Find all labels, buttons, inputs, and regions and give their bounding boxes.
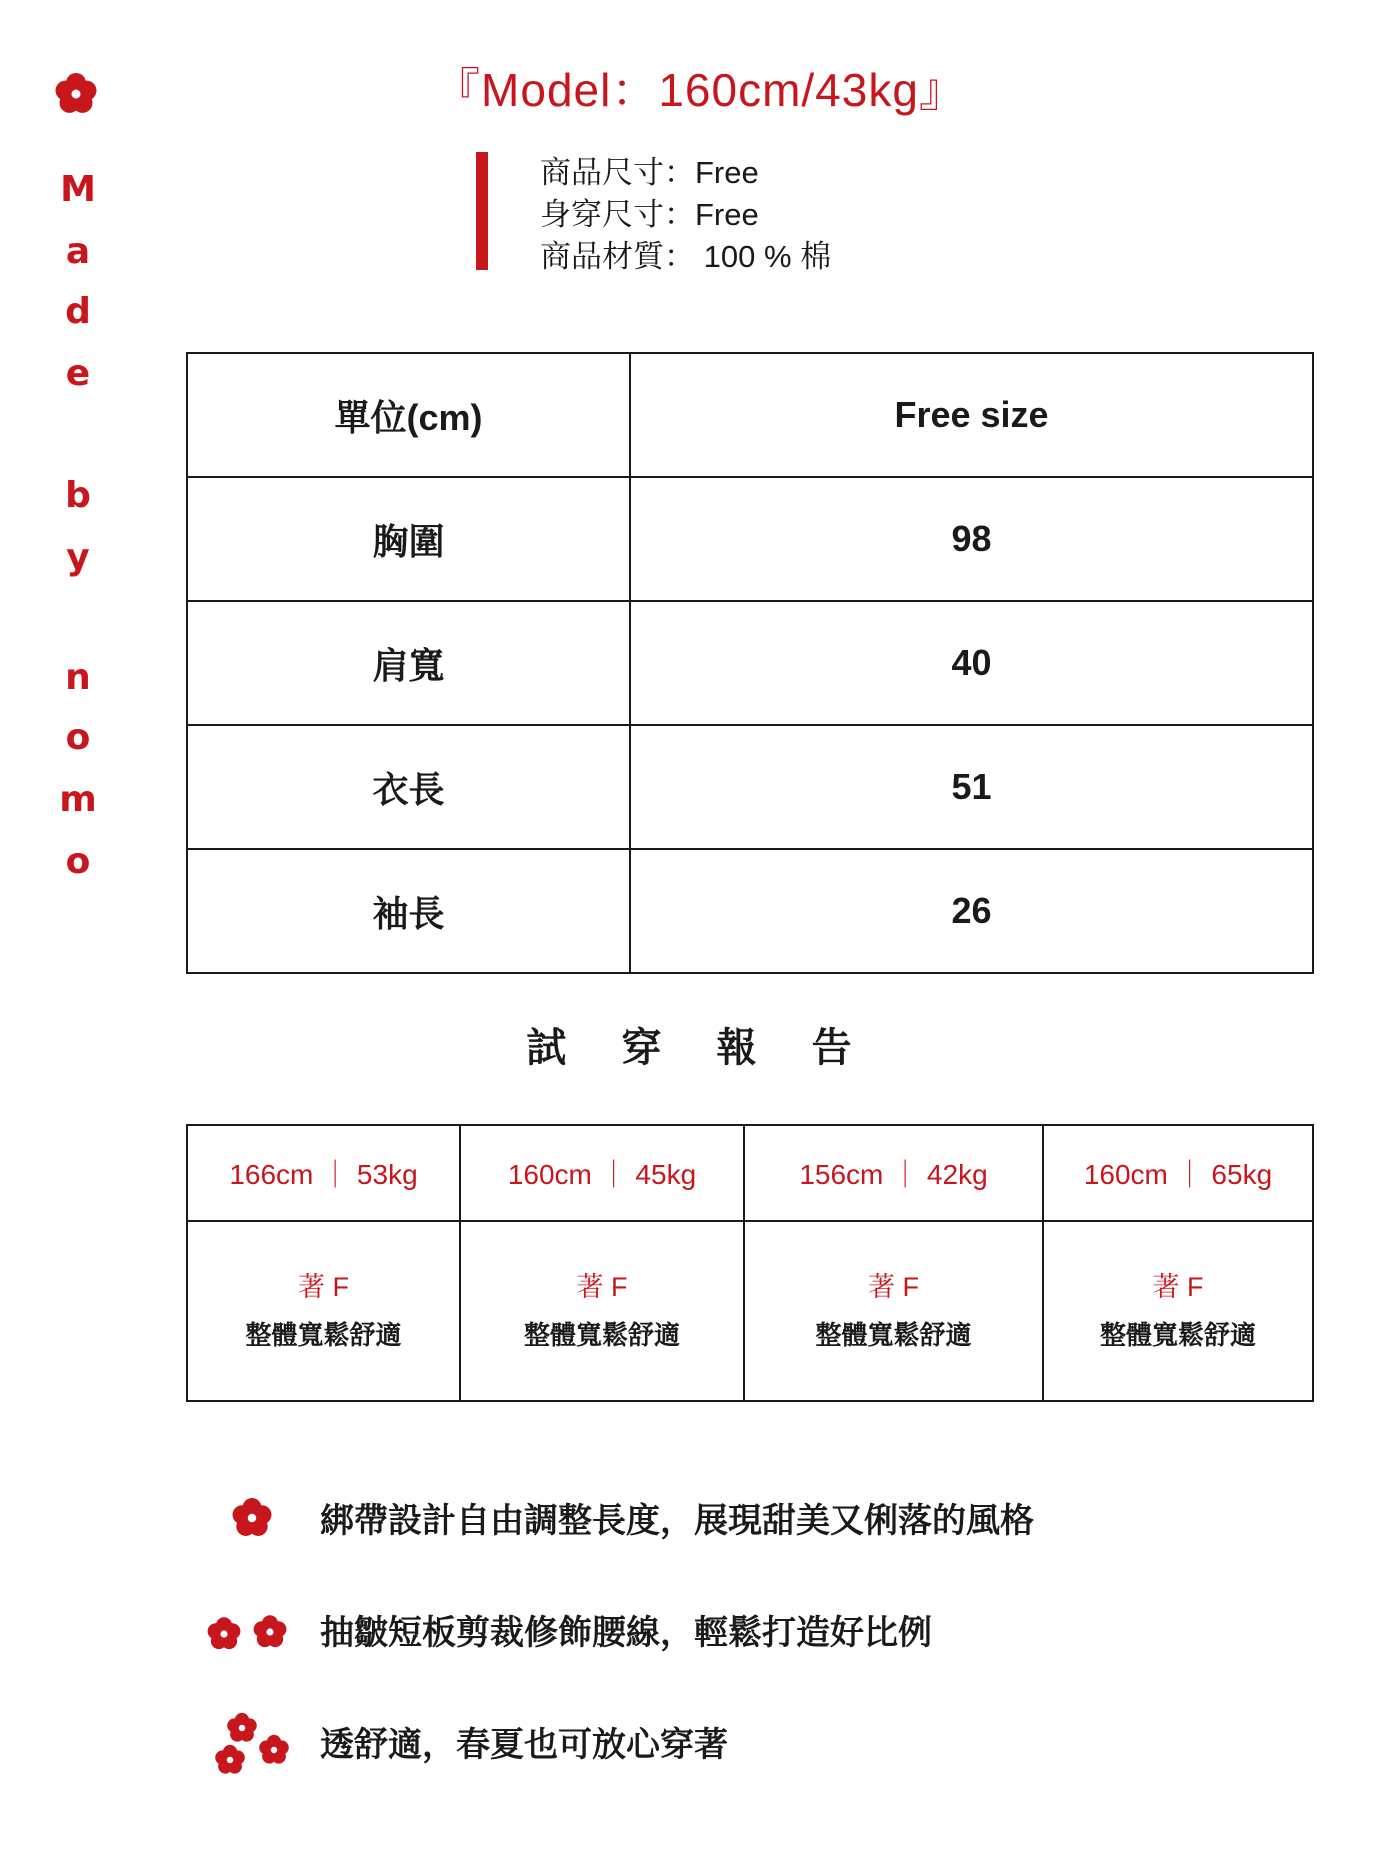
brand-letter: e xyxy=(65,353,91,394)
row-value: 98 xyxy=(630,477,1313,601)
three-flowers-icon xyxy=(200,1710,300,1780)
tester-feedback xyxy=(187,1221,460,1401)
table-row xyxy=(187,601,1313,725)
fit-note: 整體寬鬆舒適 xyxy=(523,1320,680,1350)
size-table xyxy=(186,352,1314,974)
tester-feedback xyxy=(744,1221,1043,1401)
table-row xyxy=(187,725,1313,849)
worn-size: 著 F xyxy=(298,1272,349,1302)
row-label: 袖長 xyxy=(187,849,630,973)
accent-bar xyxy=(476,152,488,270)
feature-text: 抽皺短板剪裁修飾腰線，輕鬆打造好比例 xyxy=(320,1614,932,1652)
row-value: 51 xyxy=(630,725,1313,849)
brand-letter: b xyxy=(65,475,91,516)
spec-product-size: 商品尺寸：Free xyxy=(540,155,759,190)
worn-size: 著 F xyxy=(868,1272,919,1302)
tester-stats: 166cm ｜ 53kg xyxy=(187,1125,460,1221)
row-label: 胸圍 xyxy=(187,477,630,601)
tester-stats: 160cm ｜ 45kg xyxy=(460,1125,744,1221)
table-row xyxy=(187,477,1313,601)
tester-feedback xyxy=(1043,1221,1313,1401)
feature-item xyxy=(200,1598,1200,1668)
brand-letter: o xyxy=(65,841,91,882)
row-value: 40 xyxy=(630,601,1313,725)
brand-letter: y xyxy=(66,537,90,578)
tester-stats: 160cm ｜ 65kg xyxy=(1043,1125,1313,1221)
header-unit: 單位(cm) xyxy=(187,353,630,477)
brand-letter: a xyxy=(65,231,91,272)
brand-letter: m xyxy=(59,779,97,820)
header-free-size: Free size xyxy=(630,353,1313,477)
brand-letter: o xyxy=(65,717,91,758)
report-title: 試 穿 報 告 xyxy=(526,1026,874,1070)
table-row xyxy=(187,849,1313,973)
worn-size: 著 F xyxy=(1152,1272,1204,1302)
tester-feedback xyxy=(460,1221,744,1401)
brand-letter: M xyxy=(60,169,96,210)
tester-stats: 156cm ｜ 42kg xyxy=(744,1125,1043,1221)
table-header-row xyxy=(187,353,1313,477)
report-body-row xyxy=(187,1221,1313,1401)
fit-note: 整體寬鬆舒適 xyxy=(1099,1320,1256,1350)
fitting-report-table xyxy=(186,1124,1314,1402)
one-flower-icon xyxy=(200,1486,300,1556)
brand-letter: d xyxy=(65,291,91,332)
row-value: 26 xyxy=(630,849,1313,973)
row-label: 肩寬 xyxy=(187,601,630,725)
model-title: 『Model：160cm/43kg』 xyxy=(434,64,966,116)
two-flowers-icon xyxy=(200,1598,300,1668)
report-header-row xyxy=(187,1125,1313,1221)
feature-text: 透舒適，春夏也可放心穿著 xyxy=(320,1726,728,1764)
feature-text: 綁帶設計自由調整長度，展現甜美又俐落的風格 xyxy=(320,1502,1034,1540)
fit-note: 整體寬鬆舒適 xyxy=(815,1320,972,1350)
row-label: 衣長 xyxy=(187,725,630,849)
spec-material: 商品材質： 100 % 棉 xyxy=(540,239,832,274)
feature-item xyxy=(200,1710,1200,1780)
feature-item xyxy=(200,1486,1200,1556)
spec-wear-size: 身穿尺寸：Free xyxy=(540,197,759,232)
brand-letter: n xyxy=(65,657,91,698)
fit-note: 整體寬鬆舒適 xyxy=(245,1320,402,1350)
spec-list xyxy=(540,152,831,278)
worn-size: 著 F xyxy=(576,1272,628,1302)
